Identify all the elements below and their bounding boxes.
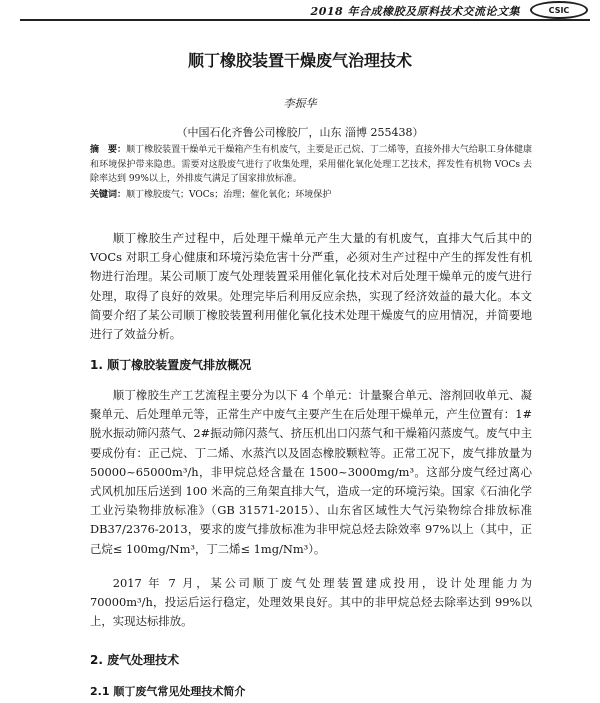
running-title: 2018 年合成橡胶及原料技术交流论文集 bbox=[310, 5, 520, 18]
section-1-heading: 1. 顺丁橡胶装置废气排放概况 bbox=[90, 358, 252, 372]
subsection-2-1-heading: 2.1 顺丁废气常见处理技术简介 bbox=[90, 685, 246, 698]
logo-text: CSIC bbox=[548, 5, 570, 15]
keywords bbox=[90, 188, 532, 202]
abstract-text: 顺丁橡胶装置干燥单元干燥箱产生有机废气，主要是正己烷、丁二烯等，直接外排大气给职工身体健康和环境保护带来隐患。需要对这股废气进行了收集处理，采用催化氧化处理工艺技术，挥发性有机物 VOCs 去除率达到 99%以上，外排废气满足了国家排放标准。 bbox=[90, 145, 532, 184]
section-2-heading: 2. 废气处理技术 bbox=[90, 653, 180, 667]
article-title: 顺丁橡胶装置干燥废气治理技术 bbox=[187, 51, 412, 70]
keywords-text: 顺丁橡胶废气；VOCs；治理；催化氧化；环境保护 bbox=[126, 190, 332, 200]
running-header bbox=[0, 0, 600, 22]
section-1-paragraph-1: 顺丁橡胶生产工艺流程主要分为以下 4 个单元：计量聚合单元、溶剂回收单元、凝聚单元、后处理单元等，正常生产中废气主要产生在后处理干燥单元，产生位置有：1#脱水振动筛闪蒸气、2#振动筛闪蒸气、挤压机出口闪蒸气和干燥箱闪蒸废气。废气中主要成份有：正己烷、丁二烯、水蒸汽以及固态橡胶颗粒等。正常工况下，废气排放量为 50000~65000m³/h，非甲烷总烃含量在 1500~3000mg/m³。这部分废气经过离心式风机加压后送到 100 米高的三角架直排大气，造成一定的环境污染。国家《石油化学工业污染物排放标准》（GB 31571-2015）、山东省区域性大气污染物综合排放标准 DB37/2376-2013，要求的废气排放标准为非甲烷总烃去除效率 97%以上（其中，正己烷≤ 100mg/Nm³，丁二烯≤ 1mg/Nm³）。 bbox=[90, 388, 532, 556]
header-rule bbox=[20, 19, 590, 21]
article-author: 李振华 bbox=[283, 97, 317, 110]
publisher-logo bbox=[530, 1, 588, 19]
abstract-label: 摘 要： bbox=[90, 145, 127, 155]
abstract bbox=[90, 143, 532, 187]
keywords-label: 关键词： bbox=[90, 190, 127, 200]
intro-paragraph: 顺丁橡胶生产过程中，后处理干燥单元产生大量的有机废气，直排大气后其中的 VOCs 对职工身心健康和环境污染危害十分严重，必须对生产过程中产生的挥发性有机物进行治理。某公司顺丁废气处理装置采用催化氧化技术对后处理干燥单元的废气进行处理，取得了良好的效果。处理完毕后利用反应余热，实现了经济效益的最大化。本文简要介绍了某公司顺丁橡胶装置利用催化氧化技术处理干燥废气的应用情况，并简要地进行了效益分析。 bbox=[90, 231, 532, 342]
section-1-paragraph-2: 2017 年 7 月，某公司顺丁废气处理装置建成投用，设计处理能力为 70000m³/h，投运后运行稳定，处理效果良好。其中的非甲烷总烃去除率达到 99%以上，实现达标排放。 bbox=[90, 576, 532, 629]
author-affiliation: （中国石化齐鲁公司橡胶厂，山东 淄博 255438） bbox=[176, 126, 424, 139]
